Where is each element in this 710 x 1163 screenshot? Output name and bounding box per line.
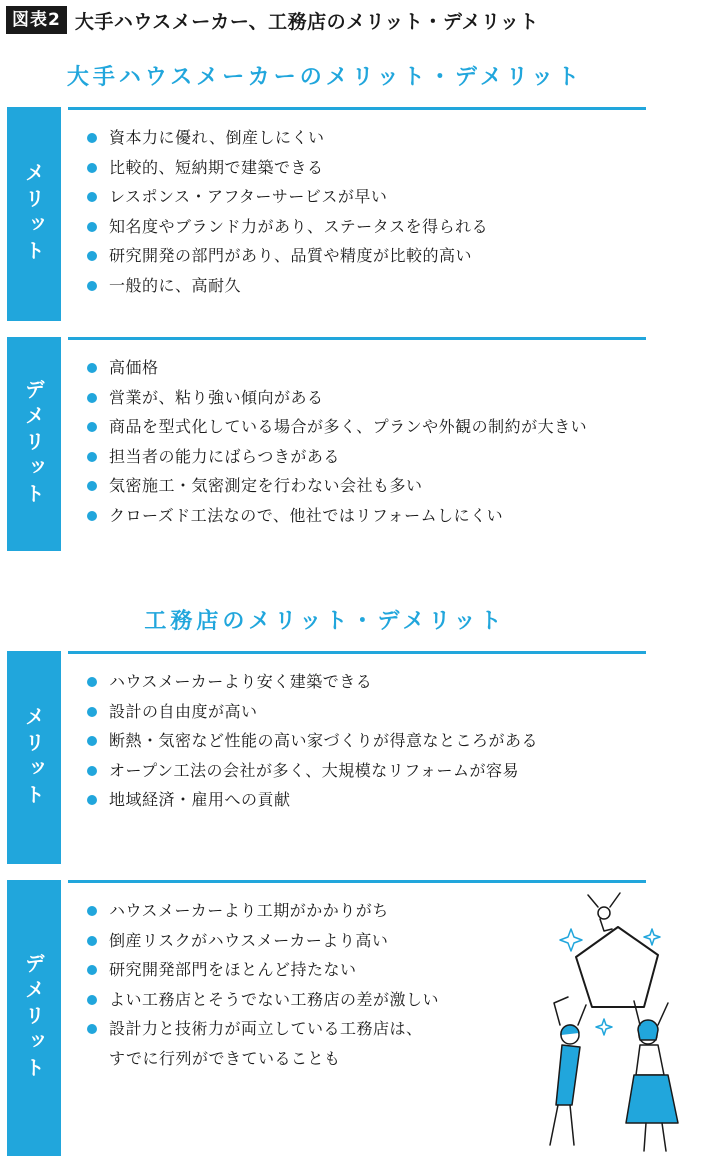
list-item: 知名度やブランド力があり、ステータスを得られる [87,212,488,242]
section-rule [68,880,646,883]
bullet-icon [87,707,97,717]
list-item: 設計の自由度が高い [87,697,538,727]
people-lifting-pentagon-illustration [540,885,700,1155]
list-item: 一般的に、高耐久 [87,271,488,301]
demerit-tab-label: デメリット [21,379,46,509]
section-rule [68,337,646,340]
list-item: 気密施工・気密測定を行わない会社も多い [87,471,587,501]
list-item: 営業が、粘り強い傾向がある [87,383,587,413]
bullet-icon [87,965,97,975]
demerit-tab [7,880,61,1156]
list-item: 地域経済・雇用への貢献 [87,785,538,815]
list-item: ハウスメーカーより安く建築できる [87,667,538,697]
list-item: 担当者の能力にばらつきがある [87,442,587,472]
list-item: 設計力と技術力が両立している工務店は、 [87,1014,439,1044]
bullet-icon [87,251,97,261]
bullet-icon [87,481,97,491]
list-item: 研究開発の部門があり、品質や精度が比較的高い [87,241,488,271]
bullet-icon [87,192,97,202]
section-title-builder: 工務店のメリット・デメリット [144,609,506,634]
bullet-icon [87,281,97,291]
bullet-icon [87,677,97,687]
demerit-tab-label: デメリット [21,953,46,1083]
list-item-continued: すでに行列ができていることも [109,1048,341,1068]
figure-label: 図表2 [6,6,67,34]
list-item: クローズド工法なので、他社ではリフォームしにくい [87,501,587,531]
list-item: ハウスメーカーより工期がかかりがち [87,896,439,926]
bullet-icon [87,222,97,232]
list-item: レスポンス・アフターサービスが早い [87,182,488,212]
list-item: 資本力に優れ、倒産しにくい [87,123,488,153]
bullet-icon [87,936,97,946]
list-item: 倒産リスクがハウスメーカーより高い [87,926,439,956]
figure-title: 大手ハウスメーカー、工務店のメリット・デメリット [74,10,539,33]
merit-tab [7,651,61,864]
bullet-icon [87,766,97,776]
demerit-list [87,896,439,1074]
bullet-icon [87,1024,97,1034]
list-item: 商品を型式化している場合が多く、プランや外観の制約が大きい [87,412,587,442]
list-item: 比較的、短納期で建築できる [87,153,488,183]
bullet-icon [87,422,97,432]
bullet-icon [87,511,97,521]
section-rule [68,107,646,110]
bullet-icon [87,163,97,173]
section-title-house-maker: 大手ハウスメーカーのメリット・デメリット [66,65,584,90]
merit-tab-label: メリット [21,705,46,810]
list-item: よい工務店とそうでない工務店の差が激しい [87,985,439,1015]
demerit-tab [7,337,61,551]
bullet-icon [87,795,97,805]
demerit-list [87,353,587,531]
bullet-icon [87,133,97,143]
figure-header [6,6,539,34]
list-item: 断熱・気密など性能の高い家づくりが得意なところがある [87,726,538,756]
list-item: オープン工法の会社が多く、大規模なリフォームが容易 [87,756,538,786]
bullet-icon [87,452,97,462]
bullet-icon [87,363,97,373]
merit-tab [7,107,61,321]
list-item: 研究開発部門をほとんど持たない [87,955,439,985]
list-item: 高価格 [87,353,587,383]
bullet-icon [87,906,97,916]
section-rule [68,651,646,654]
merit-tab-label: メリット [21,162,46,266]
merit-list [87,123,488,301]
merit-list [87,667,538,815]
bullet-icon [87,736,97,746]
bullet-icon [87,393,97,403]
bullet-icon [87,995,97,1005]
